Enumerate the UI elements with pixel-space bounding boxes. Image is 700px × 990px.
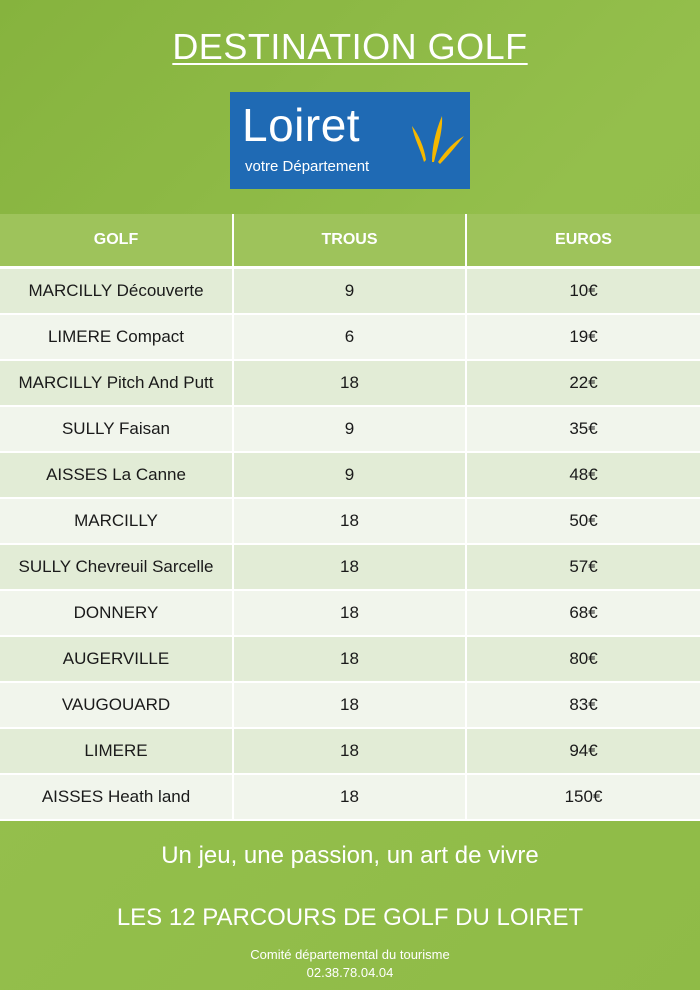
page-title [0,26,700,68]
phone-number: 02.38.78.04.04 [306,965,394,980]
cell-golf: AUGERVILLE [0,636,233,682]
cell-trous: 18 [233,774,466,820]
cell-golf: SULLY Chevreuil Sarcelle [0,544,233,590]
cell-trous: 9 [233,452,466,498]
wheat-sprig-icon [410,112,465,167]
table-row [0,452,700,498]
cell-golf: MARCILLY [0,498,233,544]
cell-golf: LIMERE Compact [0,314,233,360]
column-header-golf: GOLF [0,214,233,268]
cell-euros: 83€ [466,682,700,728]
table-row [0,268,700,315]
cell-golf: MARCILLY Pitch And Putt [0,360,233,406]
cell-euros: 150€ [466,774,700,820]
cell-trous: 6 [233,314,466,360]
cell-euros: 19€ [466,314,700,360]
footer-headline: LES 12 PARCOURS DE GOLF DU LOIRET [116,904,584,931]
cell-trous: 18 [233,728,466,774]
cell-golf: DONNERY [0,590,233,636]
cell-trous: 9 [233,406,466,452]
cell-trous: 9 [233,268,466,315]
table-header-row [0,214,700,268]
cell-trous: 18 [233,544,466,590]
organization-name: Comité départemental du tourisme [250,947,450,962]
cell-euros: 50€ [466,498,700,544]
table-row [0,544,700,590]
cell-euros: 35€ [466,406,700,452]
cell-euros: 94€ [466,728,700,774]
cell-golf: AISSES La Canne [0,452,233,498]
cell-trous: 18 [233,682,466,728]
cell-trous: 18 [233,590,466,636]
loiret-logo [230,92,470,189]
cell-euros: 48€ [466,452,700,498]
cell-trous: 18 [233,636,466,682]
table-row [0,314,700,360]
table-row [0,406,700,452]
logo-wordmark: Loiret [242,99,361,151]
tagline: Un jeu, une passion, un art de vivre [161,842,539,869]
cell-golf: MARCILLY Découverte [0,268,233,315]
column-header-euros: EUROS [466,214,700,268]
cell-golf: LIMERE [0,728,233,774]
cell-euros: 22€ [466,360,700,406]
table-row [0,682,700,728]
column-header-trous: TROUS [233,214,466,268]
page-title-text: DESTINATION GOLF [172,26,528,67]
table-row [0,774,700,820]
cell-euros: 10€ [466,268,700,315]
table-row [0,636,700,682]
cell-euros: 57€ [466,544,700,590]
cell-golf: VAUGOUARD [0,682,233,728]
cell-trous: 18 [233,360,466,406]
table-row [0,590,700,636]
table-row [0,728,700,774]
cell-euros: 80€ [466,636,700,682]
table-row [0,360,700,406]
cell-euros: 68€ [466,590,700,636]
logo-subtitle: votre Département [245,158,370,175]
golf-course-table [0,214,700,821]
cell-golf: SULLY Faisan [0,406,233,452]
table-row [0,498,700,544]
cell-trous: 18 [233,498,466,544]
cell-golf: AISSES Heath land [0,774,233,820]
